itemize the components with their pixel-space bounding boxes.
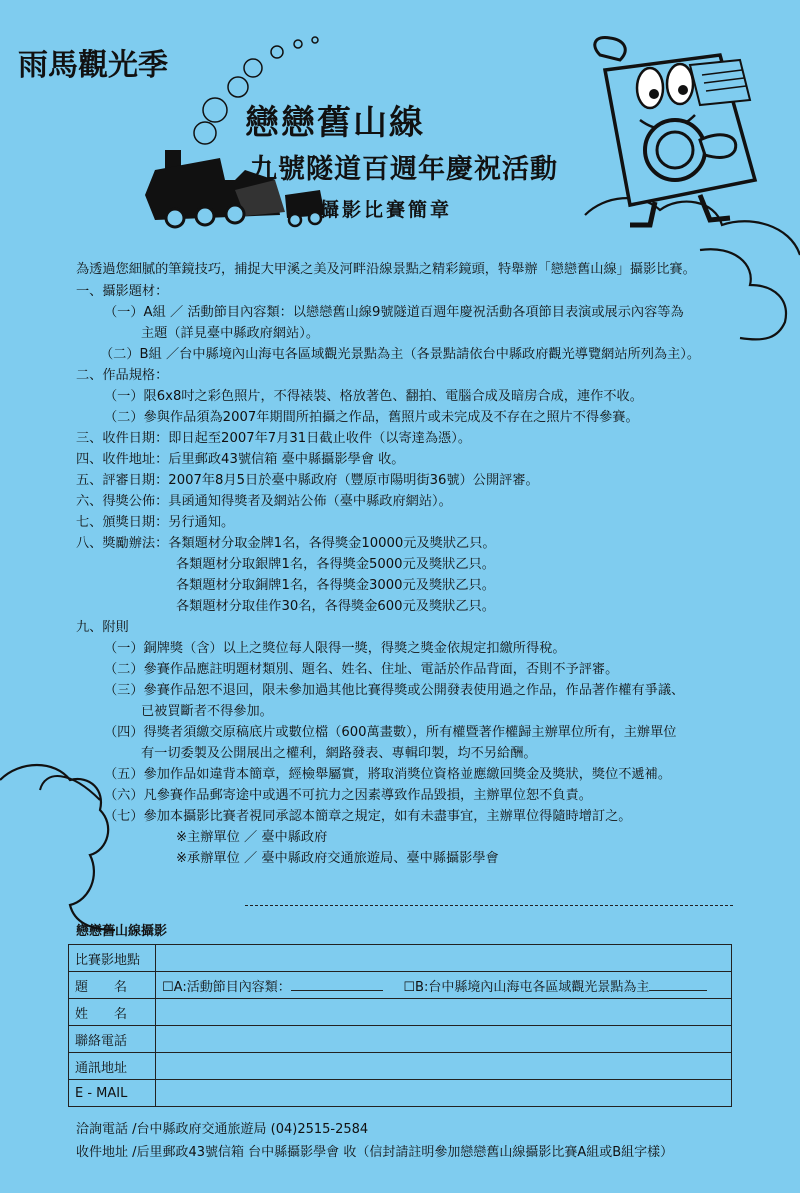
title-label: 題 名 [69,972,156,999]
rule-heading: 三、收件日期：即日起至2007年7月31日截止收件（以寄達為憑）。 [76,431,472,446]
address-label: 通訊地址 [69,1053,156,1080]
email-field[interactable] [156,1080,732,1107]
rule-heading: 二、作品規格： [76,368,169,383]
rule-item: 主題（詳見臺中縣政府網站）。 [141,326,320,341]
option-b-blank[interactable] [649,978,707,991]
rule-heading: 六、得獎公佈：具函通知得獎者及網站公佈（臺中縣政府網站）。 [76,494,452,509]
rule-item: （一）A組 ／ 活動節目內容類：以戀戀舊山線9號隧道百週年慶祝活動各項節目表演或展示內容等為 [104,305,684,320]
mail-address-line: 收件地址 /后里郵政43號信箱 台中縣攝影學會 收（信封請註明參加戀戀舊山線攝影比賽A組或B組字樣） [76,1145,674,1160]
rule-item: （二）參賽作品應註明題材類別、題名、姓名、住址、電話於作品背面，否則不予評審。 [104,662,619,677]
rule-item: （三）參賽作品恕不退回，限未參加過其他比賽得獎或公開發表使用過之作品，作品著作權有爭議、 [104,683,685,698]
rule-item: 各類題材分取佳作30名，各得獎金600元及獎狀乙只。 [176,599,495,614]
email-label: E - MAIL [69,1080,156,1107]
camera-mascot-illustration [570,30,770,240]
rule-item: （六）凡參賽作品郵寄途中或遇不可抗力之因素導致作品毀損，主辦單位恕不負責。 [104,788,592,803]
rule-item: 有一切委製及公開展出之權利，網路發表、專輯印製，均不另給酬。 [141,746,537,761]
sub-title: 九號隧道百週年慶祝活動 [250,154,558,185]
intro-text: 為透過您細膩的筆鏡技巧，捕捉大甲溪之美及河畔沿線景點之精彩鏡頭，特舉辦「戀戀舊山線」攝影比賽。 [76,262,696,277]
main-title: 戀戀舊山線 [245,103,425,143]
option-b-checkbox[interactable]: ☐B:台中縣境內山海屯各區域觀光景點為主 [403,979,650,995]
rule-item: （一）銅牌獎（含）以上之獎位每人限得一獎，得獎之獎金依規定扣繳所得稅。 [104,641,566,656]
organizer-unit: ※承辦單位 ／ 臺中縣政府交通旅遊局、臺中縣攝影學會 [176,851,499,866]
rule-item: 已被買斷者不得參加。 [141,704,273,719]
phone-label: 聯絡電話 [69,1026,156,1053]
rule-item: （一）限6x8吋之彩色照片，不得裱裝、格放著色、翻拍、電腦合成及暗房合成，連作不收。 [104,389,643,404]
option-a-checkbox[interactable]: ☐A:活動節目內容類： [162,979,291,995]
option-a-blank[interactable] [291,978,383,991]
rule-item: 各類題材分取銅牌1名，各得獎金3000元及獎狀乙只。 [176,578,495,593]
cut-line [245,905,733,906]
phone-field[interactable] [156,1026,732,1053]
rule-heading: 四、收件地址：后里郵政43號信箱 臺中縣攝影學會 收。 [76,452,405,467]
rule-heading: 一、攝影題材： [76,284,169,299]
form-title: 戀戀舊山線攝影 [76,924,168,939]
host-unit: ※主辦單位 ／ 臺中縣政府 [176,830,328,845]
rule-heading: 八、獎勵辦法：各類題材分取金牌1名，各得獎金10000元及獎狀乙只。 [76,536,496,551]
rule-heading: 五、評審日期：2007年8月5日於臺中縣政府（豐原市陽明街36號）公開評審。 [76,473,539,488]
location-label: 比賽影地點 [69,945,156,972]
name-field[interactable] [156,999,732,1026]
event-logo: 雨馬觀光季 [18,48,168,83]
rule-item: （二）參與作品須為2007年期間所拍攝之作品，舊照片或未完成及不存在之照片不得參賽。 [104,410,639,425]
document-title: 攝影比賽簡章 [320,199,453,221]
rule-heading: 九、附則 [76,620,129,635]
location-field[interactable] [156,945,732,972]
cloud-outline-left [0,755,120,935]
rule-item: （七）參加本攝影比賽者視同承認本簡章之規定，如有未盡事宜，主辦單位得隨時增訂之。 [104,809,632,824]
name-label: 姓 名 [69,999,156,1026]
rule-heading: 七、頒獎日期：另行通知。 [76,515,235,530]
rule-item: （四）得獎者須繳交原稿底片或數位檔（600萬畫數），所有權暨著作權歸主辦單位所有，主辦單位 [104,725,677,740]
inquiry-line: 洽詢電話 /台中縣政府交通旅遊局 (04)2515-2584 [76,1122,369,1137]
rule-item: 各類題材分取銀牌1名，各得獎金5000元及獎狀乙只。 [176,557,495,572]
rule-item: （二）B組 ／台中縣境內山海屯各區域觀光景點為主（各景點請依台中縣政府觀光導覽網站所列為主）。 [100,347,701,362]
address-field[interactable] [156,1053,732,1080]
entry-form [68,944,732,1107]
rule-item: （五）參加作品如違背本簡章，經檢舉屬實，將取消獎位資格並應繳回獎金及獎狀，獎位不遞補。 [104,767,672,782]
category-options [156,972,732,999]
